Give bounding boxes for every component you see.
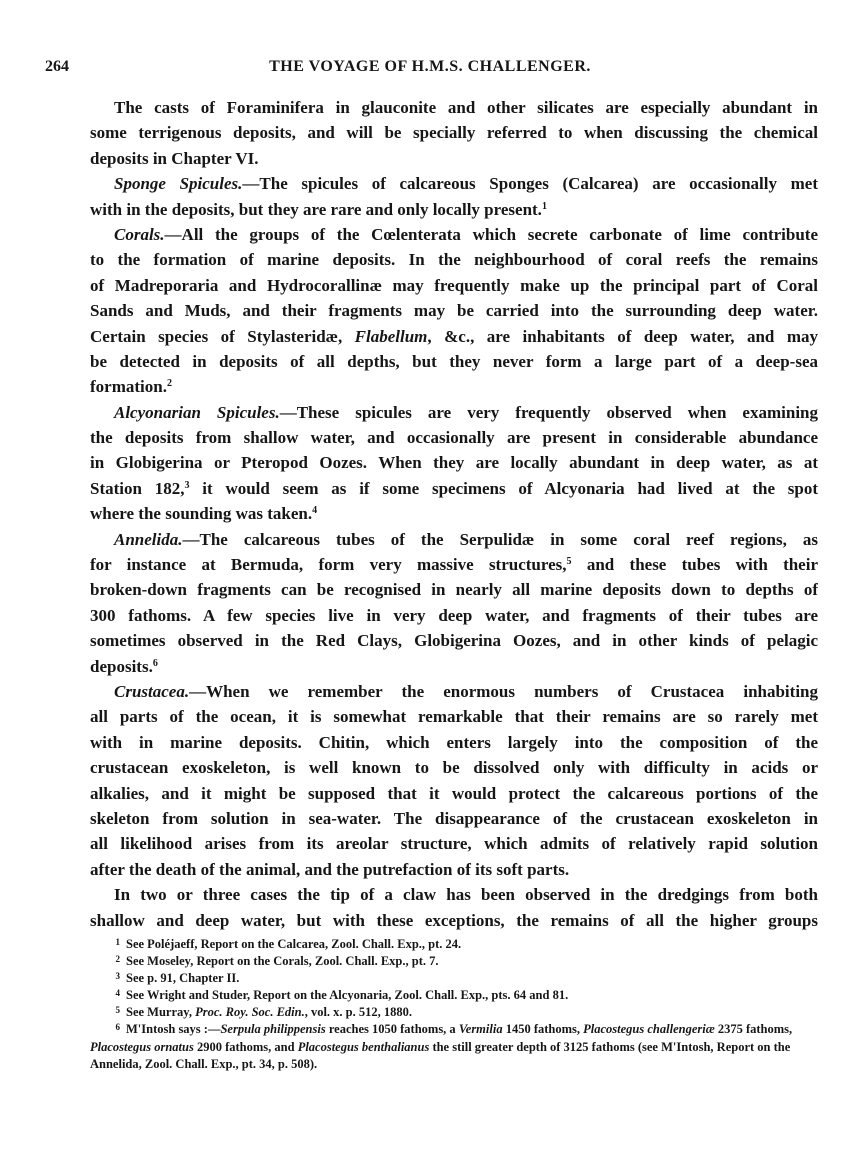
text-line [90,247,818,272]
text-line [90,501,818,526]
body-text [90,95,818,933]
text-run: and these tubes with their [571,555,818,575]
text-line [90,781,818,806]
text-line [90,476,818,501]
text-run: 2375 fathoms, [714,1022,793,1037]
footnote: 6 M'Intosh says :—Serpula philippensis reaches 1050 fathoms, a Vermilia 1450 fathoms, Placostegus challengeriæ 2375 fathoms, Placostegus ornatus 2900 fathoms, and Placostegus benthalianus the still greater depth of 3125 fathoms (see M'Intosh, Report on the Annelida, Zool. Chall. Exp., pt. 34, p. 508). [90,1022,793,1071]
text-line [90,146,818,171]
paragraph [90,222,818,400]
text-run: sometimes observed in the Red Clays, Globigerina Oozes, and in other kinds of pelagic [90,631,818,651]
text-run: —These spicules are very frequently observed when examining [279,402,818,422]
text-run: broken-down fragments can be recognised in nearly all marine deposits down to depths of [90,580,818,600]
text-line [90,882,818,907]
text-run: See Wright and Studer, Report on the Alcyonaria, Zool. Chall. Exp., pts. 64 and 81. [126,988,569,1003]
italic-text: Placostegus benthalianus [297,1039,430,1054]
text-run: —All the groups of the Cœlenterata which secrete carbonate of lime contribute [164,224,818,244]
footnote-ref: 6 [152,657,158,669]
footnotes [90,936,818,1073]
text-line [90,400,818,425]
text-run: —The spicules of calcareous Sponges (Calcarea) are occasionally met [242,174,818,194]
text-run: be detected in deposits of all depths, but they never form a large part of a deep-sea [90,351,818,371]
text-line [90,704,818,729]
text-run: with in the deposits, but they are rare and only locally present. [90,199,542,219]
text-run: deposits. [90,656,153,676]
italic-text: Placostegus challengeriæ [583,1022,715,1037]
paragraph [90,882,818,933]
text-run: of Madreporaria and Hydrocorallinæ may frequently make up the principal part of Coral [90,275,818,295]
italic-text: Serpula philippensis [220,1022,326,1037]
paragraph [90,400,818,527]
text-run: Station 182, [90,478,185,498]
paragraph [90,527,818,679]
text-line [90,755,818,780]
text-line [90,120,818,145]
text-run: with in marine deposits. Chitin, which enters largely into the composition of the [90,732,818,752]
italic-text: Alcyonarian Spicules. [114,402,280,422]
text-run: reaches 1050 fathoms, a [325,1022,459,1037]
text-run: In two or three cases the tip of a claw has been observed in the dredgings from both [114,885,818,905]
text-run: , vol. x. p. 512, 1880. [304,1005,413,1020]
text-line [90,857,818,882]
text-run: See Murray, [126,1005,196,1020]
text-run: where the sounding was taken. [90,504,313,524]
text-run: formation. [90,377,167,397]
text-run: Certain species of Stylasteridæ, [90,326,355,346]
page-number: 264 [45,58,69,75]
paragraph [90,679,818,882]
text-line [90,349,818,374]
text-run: 1450 fathoms, [502,1022,584,1037]
text-line [90,527,818,552]
text-line [90,298,818,323]
text-line [90,603,818,628]
footnote-ref: 2 [166,378,172,390]
text-line [90,908,818,933]
text-line [90,450,818,475]
text-run: 300 fathoms. A few species live in very deep water, and fragments of their tubes are [90,605,818,625]
text-line [90,171,818,196]
text-run: 2900 fathoms, and [193,1039,298,1054]
text-run: it would seem as if some specimens of Alcyonaria had lived at the spot [189,478,818,498]
footnote: 5 See Murray, Proc. Roy. Soc. Edin., vol. x. p. 512, 1880. [115,1005,413,1020]
text-run: , &c., are inhabitants of deep water, and may [427,326,818,346]
italic-text: Sponge Spicules. [114,174,243,194]
italic-text: Placostegus ornatus [90,1039,194,1054]
text-run: The casts of Foraminifera in glauconite and other silicates are especially abundant in [114,98,818,117]
text-run: shallow and deep water, but with these exceptions, the remains of all the higher groups [90,910,818,930]
text-line [90,577,818,602]
text-run: —When we remember the enormous numbers of Crustacea inhabiting [189,681,818,701]
footnote-ref: 3 [184,479,190,491]
text-run: the still greater depth of 3125 fathoms (see M'Intosh, Report on the Annelida, Zool. Chall. Exp., pt. 34, p. 508). [90,1039,791,1071]
text-line [90,222,818,247]
text-run: in Globigerina or Pteropod Oozes. When they are locally abundant in deep water, as at [90,453,818,473]
text-run: See Moseley, Report on the Corals, Zool. Chall. Exp., pt. 7. [126,954,439,969]
text-run: See p. 91, Chapter II. [126,971,240,986]
footnote: 3 See p. 91, Chapter II. [115,971,240,986]
footnote: 4 See Wright and Studer, Report on the Alcyonaria, Zool. Chall. Exp., pts. 64 and 81. [115,988,569,1003]
text-line [90,679,818,704]
text-line [90,831,818,856]
running-title: THE VOYAGE OF H.M.S. CHALLENGER. [269,58,591,75]
text-run: alkalies, and it might be supposed that it would protect the calcareous portions of the [90,783,818,803]
text-line [90,425,818,450]
footnote-ref: 4 [312,505,318,517]
text-line [90,552,818,577]
text-run: M'Intosh says :— [126,1022,221,1037]
text-line [90,374,818,399]
text-line [90,324,818,349]
italic-text: Crustacea. [114,681,190,701]
text-line [90,95,818,120]
italic-text: Corals. [114,224,165,244]
footnote-ref: 5 [566,556,572,568]
footnote-ref: 1 [541,200,547,212]
italic-text: Flabellum [354,326,428,346]
italic-text: Proc. Roy. Soc. Edin. [195,1005,305,1020]
text-line [90,654,818,679]
footnote: 1 See Poléjaeff, Report on the Calcarea, Zool. Chall. Exp., pt. 24. [115,937,462,951]
footnote: 2 See Moseley, Report on the Corals, Zool. Chall. Exp., pt. 7. [115,954,439,969]
text-line [90,730,818,755]
text-line [90,197,818,222]
page-header [40,58,820,82]
text-run: after the death of the animal, and the putrefaction of its soft parts. [90,859,570,879]
text-run: crustacean exoskeleton, is well known to be dissolved only with difficulty in acids or [90,758,818,778]
text-run: deposits in Chapter VI. [90,148,259,168]
text-run: some terrigenous deposits, and will be specially referred to when discussing the chemical [90,123,818,143]
text-run: See Poléjaeff, Report on the Calcarea, Zool. Chall. Exp., pt. 24. [126,937,462,951]
paragraph [90,171,818,222]
text-line [90,628,818,653]
text-line [90,806,818,831]
paragraph [90,95,818,171]
text-run: for instance at Bermuda, form very massive structures, [90,555,567,575]
text-run: —The calcareous tubes of the Serpulidæ in some coral reef regions, as [182,529,818,549]
italic-text: Vermilia [458,1022,503,1037]
text-run: all parts of the ocean, it is somewhat remarkable that their remains are so rarely met [90,707,818,727]
text-run: Sands and Muds, and their fragments may be carried into the surrounding deep water. [90,301,818,321]
text-run: all likelihood arises from its areolar structure, which admits of relatively rapid solution [90,834,818,854]
text-line [90,273,818,298]
italic-text: Annelida. [114,529,183,549]
text-run: to the formation of marine deposits. In the neighbourhood of coral reefs the remains [90,250,818,270]
text-run: the deposits from shallow water, and occasionally are present in considerable abundance [90,428,818,448]
text-run: skeleton from solution in sea-water. The disappearance of the crustacean exoskeleton in [90,808,818,828]
